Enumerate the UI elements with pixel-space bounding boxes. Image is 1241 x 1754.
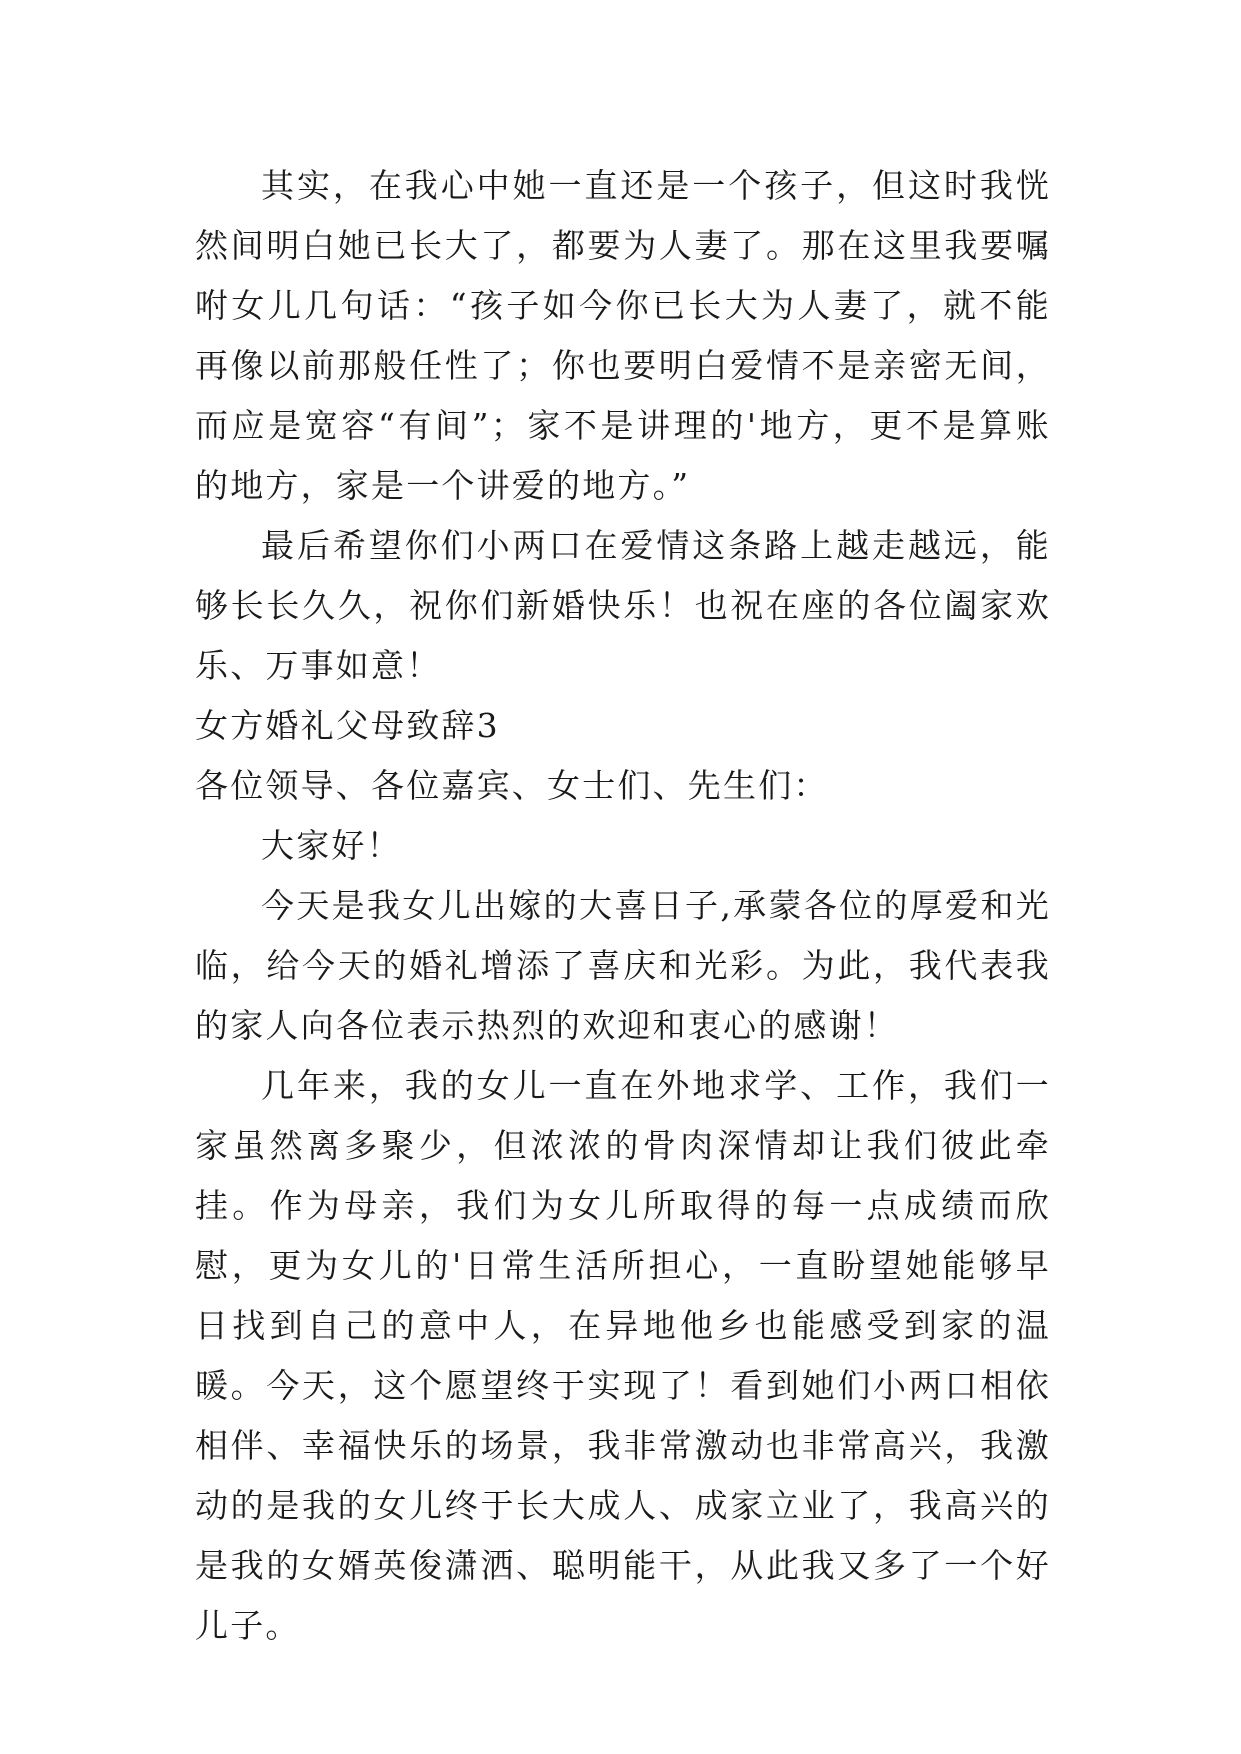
paragraph-best-wishes: 最后希望你们小两口在爱情这条路上越走越远，能够长长久久，祝你们新婚快乐！也祝在座的各位阖家欢乐、万事如意！ <box>195 526 1051 685</box>
document-body <box>195 156 1051 1656</box>
paragraph-welcome: 今天是我女儿出嫁的大喜日子,承蒙各位的厚爱和光临，给今天的婚礼增添了喜庆和光彩。为此，我代表我的家人向各位表示热烈的欢迎和衷心的感谢！ <box>195 886 1051 1045</box>
greeting: 大家好！ <box>261 826 402 865</box>
section-title: 女方婚礼父母致辞3 <box>195 706 500 745</box>
salutation: 各位领导、各位嘉宾、女士们、先生们： <box>195 766 829 805</box>
paragraph-daughter-advice: 其实，在我心中她一直还是一个孩子，但这时我恍然间明白她已长大了，都要为人妻了。那在这里我要嘱咐女儿几句话：“孩子如今你已长大为人妻了，就不能再像以前那般任性了；你也要明白爱情不是亲密无间，而应是宽容“有间”；家不是讲理的'地方，更不是算账的地方，家是一个讲爱的地方。” <box>195 166 1051 505</box>
paragraph-parent-feelings: 几年来，我的女儿一直在外地求学、工作，我们一家虽然离多聚少，但浓浓的骨肉深情却让我们彼此牵挂。作为母亲，我们为女儿所取得的每一点成绩而欣慰，更为女儿的'日常生活所担心，一直盼望她能够早日找到自己的意中人，在异地他乡也能感受到家的温暖。今天，这个愿望终于实现了！看到她们小两口相依相伴、幸福快乐的场景，我非常激动也非常高兴，我激动的是我的女儿终于长大成人、成家立业了，我高兴的是我的女婿英俊潇洒、聪明能干，从此我又多了一个好儿子。 <box>195 1066 1051 1645</box>
